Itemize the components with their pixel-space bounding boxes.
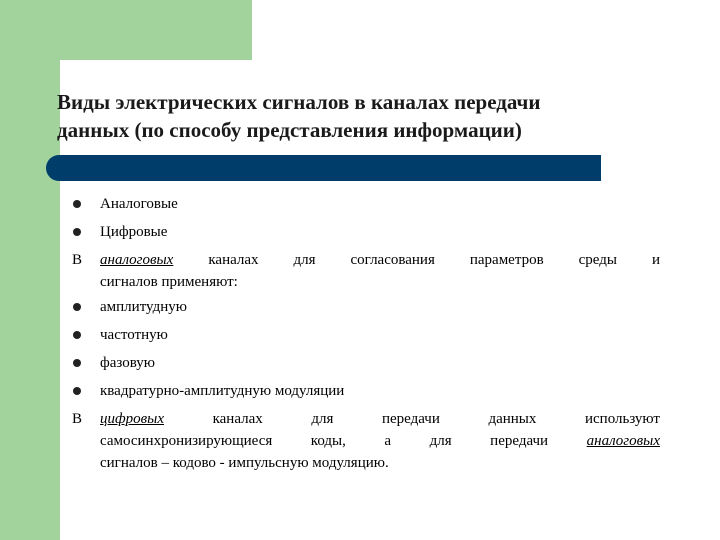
digital-line-2 — [100, 430, 660, 452]
paragraph-marker: В — [72, 252, 83, 268]
list-item — [72, 349, 660, 377]
list-item — [72, 321, 660, 349]
analog-paragraph — [72, 246, 660, 293]
bullet-text: фазовую — [100, 355, 155, 371]
digital-line-1 — [100, 405, 660, 430]
slide-content — [72, 190, 660, 474]
list-item — [72, 190, 660, 218]
slide-title — [57, 88, 697, 144]
bullet-text: квадратурно-амплитудную модуляции — [100, 383, 345, 399]
bullet-text: амплитудную — [100, 299, 187, 315]
bullet-dot-icon — [73, 303, 81, 311]
analog-emphasis: аналоговых — [100, 252, 174, 268]
digital-rest: каналах для передачи данных используют — [163, 411, 660, 427]
digital-emphasis: цифровых — [100, 411, 164, 427]
digital-analog-emphasis: аналоговых — [586, 433, 660, 449]
title-underline-bar — [46, 155, 601, 181]
analog-line-2: сигналов применяют: — [100, 274, 238, 290]
bullet-text: Цифровые — [100, 224, 168, 240]
bullet-dot-icon — [73, 200, 81, 208]
bullet-dot-icon — [73, 228, 81, 236]
analog-line-1 — [100, 246, 660, 271]
title-line-2: данных (по способу представления информации) — [57, 118, 522, 142]
list-item — [72, 377, 660, 405]
list-item — [72, 218, 660, 246]
bullet-dot-icon — [73, 331, 81, 339]
list-item — [72, 293, 660, 321]
digital-line-3: сигналов – кодово - импульсную модуляцию. — [100, 455, 389, 471]
title-line-1: Виды электрических сигналов в каналах передачи — [57, 90, 541, 114]
green-side-band — [0, 0, 60, 540]
green-top-band — [0, 0, 252, 60]
paragraph-marker: В — [72, 411, 83, 427]
bullet-text: Аналоговые — [100, 196, 178, 212]
digital-line-2-text: самосинхронизирующиеся коды, а для передачи — [100, 433, 549, 449]
digital-paragraph — [72, 405, 660, 474]
analog-rest: каналах для согласования параметров среды и — [173, 252, 660, 268]
bullet-text: частотную — [100, 327, 168, 343]
bullet-dot-icon — [73, 387, 81, 395]
bullet-dot-icon — [73, 359, 81, 367]
